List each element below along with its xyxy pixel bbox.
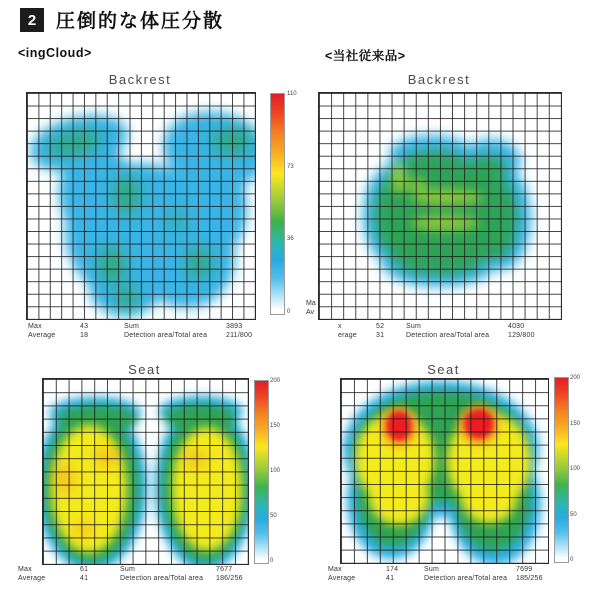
panel-title-conv-seat: Seat: [427, 362, 460, 377]
stat-sum-value: 7699: [516, 566, 533, 573]
tick-label: 50: [570, 511, 577, 518]
heatmap-blob-ing-seat: [43, 379, 248, 564]
stat-area-label: Detection area/Total area: [406, 332, 490, 339]
stats-conv-backrest: [338, 323, 535, 339]
tick-label: 0: [270, 558, 274, 564]
heatmap-conv-backrest: [318, 92, 562, 320]
stat-avg-label: erage: [338, 332, 357, 339]
panel-title-conv-backrest: Backrest: [407, 72, 471, 87]
stat-area-value: 185/256: [516, 575, 543, 582]
stat-max-value: 174: [386, 566, 399, 573]
stat-sum-label: Sum: [406, 323, 421, 330]
stat-max-label: Max: [328, 566, 342, 573]
stat-avg-label: Average: [28, 332, 56, 339]
stat-avg-label: Average: [18, 575, 46, 582]
stats-ing-seat: [18, 566, 243, 582]
tick-label: 50: [270, 513, 277, 519]
heatmap-blob-conv-seat: [341, 379, 548, 563]
stats-conv-seat: [328, 566, 543, 582]
stat-max-label: Max: [18, 566, 32, 573]
stat-area-label: Detection area/Total area: [124, 332, 208, 339]
heatmap-conv-seat: [340, 378, 549, 564]
stat-area-label: Detection area/Total area: [424, 575, 508, 582]
tick-label: 100: [270, 468, 281, 474]
stat-area-value: 186/256: [216, 575, 243, 582]
stat-sum-value: 7677: [216, 566, 233, 573]
stat-avg-value: 18: [80, 332, 89, 339]
colorbar-ing-backrest: [270, 93, 285, 315]
stat-max-value: 52: [376, 323, 385, 330]
heatmap-ing-backrest: [26, 92, 256, 320]
stat-avg-value: 41: [386, 575, 395, 582]
heatmap-blob-conv-backrest: [319, 93, 561, 319]
colorbar-ing-seat: [254, 380, 269, 564]
tick-label: 200: [270, 378, 281, 384]
tick-label: 150: [270, 423, 281, 429]
stat-sum-label: Sum: [424, 566, 439, 573]
panel-title-ing-seat: Seat: [128, 362, 161, 377]
tick-label: 150: [570, 420, 581, 427]
stat-avg-label: Average: [328, 575, 356, 582]
page-title: 圧倒的な体圧分散: [56, 11, 225, 32]
colorbar-ticks-ing-backrest: [287, 91, 297, 315]
column-label-conventional: <当社従来品>: [325, 49, 406, 63]
stat-area-value: 211/800: [226, 332, 253, 339]
tick-label: 73: [287, 163, 294, 170]
stat-max-label: x: [338, 323, 342, 330]
tick-label: 110: [287, 91, 297, 97]
colorbar-ticks-ing-seat: [270, 378, 280, 564]
stat-sum-value: 4030: [508, 323, 525, 330]
tick-label: 36: [287, 236, 294, 243]
tick-label: 0: [287, 308, 291, 315]
stat-sum-label: Sum: [124, 323, 139, 330]
clipped-text-fragment-average: Av: [306, 309, 315, 316]
stat-max-label: Max: [28, 323, 42, 330]
stat-area-value: 129/800: [508, 332, 535, 339]
stat-max-value: 43: [80, 323, 89, 330]
heatmap-blob-ing-backrest: [27, 93, 255, 319]
tick-label: 200: [570, 375, 581, 381]
colorbar-conv-seat: [554, 377, 569, 563]
panel-title-ing-backrest: Backrest: [108, 72, 172, 87]
stat-avg-value: 41: [80, 575, 89, 582]
stat-avg-value: 31: [376, 332, 385, 339]
stat-sum-label: Sum: [120, 566, 135, 573]
tick-label: 0: [570, 557, 574, 563]
column-label-ingcloud: <ingCloud>: [18, 46, 92, 60]
heatmap-ing-seat: [42, 378, 249, 565]
stat-sum-value: 3893: [226, 323, 243, 330]
stats-ing-backrest: [28, 323, 252, 339]
colorbar-ticks-conv-seat: [570, 375, 580, 563]
stat-max-value: 61: [80, 566, 89, 573]
stat-area-label: Detection area/Total area: [120, 575, 204, 582]
section-number-badge: 2: [20, 8, 44, 32]
clipped-text-fragment-max: Ma: [306, 300, 316, 307]
tick-label: 100: [570, 466, 581, 472]
